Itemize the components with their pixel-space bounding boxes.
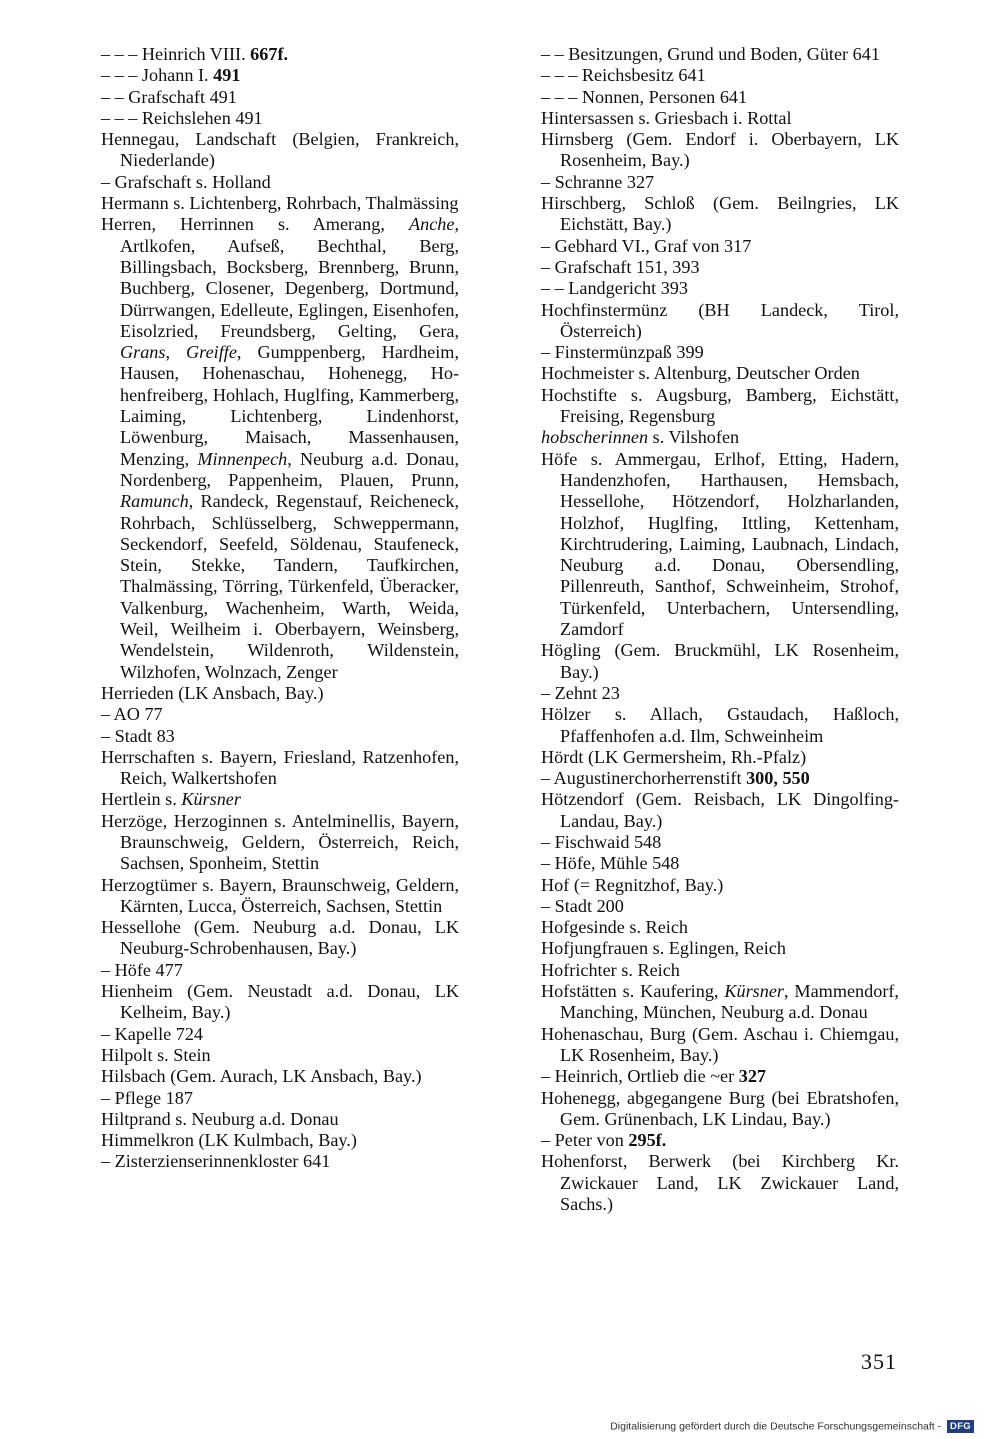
index-entry	[101, 193, 459, 214]
index-entry-text: Hof (= Regnitzhof, Bay.)	[541, 874, 724, 895]
index-entry-text: Himmelkron (LK Kulmbach, Bay.)	[101, 1130, 357, 1151]
index-entry-text: s. Vilshofen	[648, 427, 740, 448]
index-entry	[101, 108, 459, 129]
index-entry-text: Kürsner	[181, 789, 241, 810]
index-entry	[101, 811, 459, 875]
index-entry	[101, 981, 459, 1024]
index-entry	[541, 875, 899, 896]
index-entry-text: Hennegau, Landschaft (Belgien, Frankreich, Niederlande)	[101, 129, 459, 171]
index-entry-text: Hölzer s. Allach, Gstaudach, Haßloch, Pfaffenhofen a.d. Ilm, Schweinheim	[541, 704, 899, 746]
page-number: 351	[861, 1349, 897, 1374]
index-entry-text: Herren, Herrinnen s. Amerang,	[101, 214, 409, 235]
index-entry-text: 667f.	[250, 44, 289, 64]
digitization-footer	[610, 1420, 974, 1433]
index-entry	[101, 1109, 459, 1130]
index-entry-text: Hohenegg, abgegangene Burg (bei Ebratshofen, Gem. Grünenbach, LK Lindau, Bay.)	[541, 1087, 899, 1129]
index-entry-text: Ramunch	[120, 491, 189, 512]
index-entry	[101, 704, 459, 725]
index-entry	[541, 704, 899, 747]
index-entry-text: Hilpolt s. Stein	[101, 1044, 211, 1065]
index-entry	[541, 917, 899, 938]
index-entry-text: – Grafschaft s. Holland	[101, 171, 271, 192]
index-entry	[541, 385, 899, 428]
index-entry	[101, 1066, 459, 1087]
index-entry-text: Hochmeister s. Altenburg, Deutscher Orden	[541, 363, 860, 384]
index-entry	[101, 44, 459, 65]
dfg-logo-icon: DFG	[947, 1420, 974, 1433]
index-entry	[541, 108, 899, 129]
index-entry	[101, 1130, 459, 1151]
index-entry	[541, 427, 899, 448]
index-entry	[541, 129, 899, 172]
index-entry	[541, 172, 899, 193]
index-entry-text: Hofjungfrauen s. Eglingen, Reich	[541, 938, 786, 959]
index-entry-text: Anche	[409, 214, 455, 235]
index-entry-text: Hiltprand s. Neuburg a.d. Donau	[101, 1108, 339, 1129]
index-entry-text: , Artlkofen, Aufseß, Bechthal, Berg, Billingsbach, Bocksberg, Brennberg, Brunn, Buchberg, Closener, Degenberg, Dortmund, Dürrwangen, Edelleute, Eglingen, Eisenhofen, Eisolzried, Freundsberg, Gelting, Gera,	[120, 214, 459, 341]
index-entry	[101, 87, 459, 108]
index-entry-text: Hilsbach (Gem. Aurach, LK Ansbach, Bay.)	[101, 1066, 422, 1087]
index-entry	[101, 726, 459, 747]
index-entry-text: Hirnsberg (Gem. Endorf i. Oberbayern, LK Rosenheim, Bay.)	[541, 129, 899, 171]
index-entry-text: – AO 77	[101, 704, 163, 725]
index-entry	[101, 214, 459, 683]
index-entry-text: – – – Nonnen, Personen 641	[541, 86, 748, 107]
index-entry-text: – Zehnt 23	[541, 682, 620, 703]
index-entry-text: Kürsner	[724, 981, 784, 1002]
index-entry-text: – Kapelle 724	[101, 1023, 204, 1044]
index-column-left	[101, 44, 459, 1173]
index-entry-text: – Schranne 327	[541, 171, 655, 192]
index-entry-text: – Pflege 187	[101, 1087, 193, 1108]
index-entry-text: – Stadt 83	[101, 725, 175, 746]
index-entry-text: – – – Heinrich VIII.	[101, 44, 251, 64]
index-entry-text: – – Besitzungen, Grund und Boden, Güter 641	[541, 44, 880, 64]
index-entry-text: – Höfe 477	[101, 959, 183, 980]
index-entry-text: – – – Reichslehen 491	[101, 107, 263, 128]
index-entry-text: Hirschberg, Schloß (Gem. Beilngries, LK Eichstätt, Bay.)	[541, 193, 899, 235]
index-entry-text: Hofrichter s. Reich	[541, 959, 680, 980]
index-entry	[101, 747, 459, 790]
index-column-right	[541, 44, 899, 1215]
index-entry-text: – Zisterzienserinnenkloster 641	[101, 1151, 331, 1172]
index-entry	[541, 1130, 899, 1151]
index-entry	[541, 300, 899, 343]
index-entry-text: – Fischwaid 548	[541, 831, 662, 852]
index-entry-text: Hördt (LK Germersheim, Rh.-Pfalz)	[541, 746, 807, 767]
index-entry-text: Hochstifte s. Augsburg, Bamberg, Eichstätt, Freising, Regensburg	[541, 384, 899, 427]
index-entry-text: – – – Johann I.	[101, 65, 214, 86]
index-entry-text: Höfe s. Ammergau, Erlhof, Etting, Hadern, Handenzhofen, Harthausen, Hemsbach, Hessellohe, Hötzendorf, Holzharlanden, Holzhof, Huglfing, Ittling, Kettenham, Kirchtrudering, Laiming, Laubnach, Lindach, Neuburg a.d. Donau, Obersendling, Pillenreuth, Santhof, Schweinheim, Strohof, Türkenfeld, Unterbachern, Untersendling, Zamdorf	[541, 448, 899, 640]
index-entry-text: Minnenpech	[197, 448, 288, 469]
index-entry	[101, 65, 459, 86]
index-entry-text: , Neuburg a.d. Donau, Nordenberg, Pappenheim, Plauen, Prunn,	[120, 448, 459, 490]
index-entry	[101, 1024, 459, 1045]
footer-text: Digitalisierung gefördert durch die Deutsche Forschungsgemeinschaft -	[610, 1420, 942, 1433]
index-entry	[541, 960, 899, 981]
index-entry-text: , Gumppenberg, Hardheim, Hausen, Hohenaschau, Hohenegg, Hohenfreiberg, Hohlach, Huglfing, Kammerberg, Laiming, Lichtenberg, Lindenhorst, Löwenburg, Maisach, Massenhausen, Menzing,	[120, 342, 459, 469]
index-entry-text: – Finstermünzpaß 399	[541, 342, 704, 363]
index-entry-text: Hofstätten s. Kaufering,	[541, 981, 725, 1002]
index-entry-text: 300, 550	[746, 768, 810, 789]
index-entry-text: Hötzendorf (Gem. Reisbach, LK Dingolfing-Landau, Bay.)	[541, 789, 899, 831]
index-entry-text: Hochfinstermünz (BH Landeck, Tirol, Österreich)	[541, 299, 899, 341]
index-entry-text: – Gebhard VI., Graf von 317	[541, 235, 752, 256]
index-entry	[541, 747, 899, 768]
index-entry	[541, 257, 899, 278]
index-entry	[101, 1151, 459, 1172]
index-entry	[541, 768, 899, 789]
index-entry	[101, 917, 459, 960]
index-entry-text: ,	[165, 342, 187, 363]
index-entry-text: – Peter von	[541, 1130, 629, 1151]
index-entry-text: – Heinrich, Ortlieb die ~er	[541, 1066, 739, 1087]
index-entry	[541, 342, 899, 363]
index-entry	[541, 193, 899, 236]
index-entry	[541, 683, 899, 704]
index-entry	[101, 1088, 459, 1109]
index-entry-text: – Höfe, Mühle 548	[541, 853, 680, 874]
index-entry-text: Hohenforst, Berwerk (bei Kirchberg Kr. Zwickauer Land, LK Zwickauer Land, Sachs.)	[541, 1151, 899, 1215]
index-entry-text: – – Grafschaft 491	[101, 86, 237, 107]
index-entry	[541, 938, 899, 959]
index-entry-text: Herzogtümer s. Bayern, Braunschweig, Geldern, Kärnten, Lucca, Österreich, Sachsen, Stettin	[101, 874, 459, 916]
index-entry-text: – Stadt 200	[541, 895, 624, 916]
index-entry	[541, 1024, 899, 1067]
index-entry-text: 491	[213, 65, 241, 86]
index-entry-text: Grans	[120, 342, 166, 363]
index-entry-text: – Augustinerchorherrenstift	[541, 768, 747, 789]
index-entry-text: Hessellohe (Gem. Neuburg a.d. Donau, LK Neuburg-Schrobenhausen, Bay.)	[101, 917, 459, 959]
index-entry-text: , Mammendorf, Manching, München, Neuburg a.d. Donau	[560, 981, 899, 1023]
index-entry-text: Hohenaschau, Burg (Gem. Aschau i. Chiemgau, LK Rosenheim, Bay.)	[541, 1023, 899, 1065]
index-entry	[101, 1045, 459, 1066]
index-entry	[541, 1066, 899, 1087]
index-entry-text: hobscherinnen	[541, 427, 649, 448]
index-entry	[541, 449, 899, 641]
index-entry	[101, 683, 459, 704]
index-entry	[541, 87, 899, 108]
index-entry-text: – Grafschaft 151, 393	[541, 256, 700, 277]
index-entry-text: 295f.	[628, 1130, 667, 1151]
index-entry-text: Hintersassen s. Griesbach i. Rottal	[541, 107, 792, 128]
index-entry	[541, 896, 899, 917]
index-entry-text: Herrschaften s. Bayern, Friesland, Ratzenhofen, Reich, Walkertshofen	[101, 746, 459, 789]
index-entry-text: 327	[738, 1066, 766, 1087]
index-entry-text: – – – Reichsbesitz 641	[541, 65, 706, 86]
index-entry	[541, 789, 899, 832]
index-entry	[541, 981, 899, 1024]
index-entry	[541, 44, 899, 65]
index-entry	[101, 875, 459, 918]
index-entry-text: Hofgesinde s. Reich	[541, 917, 688, 938]
index-entry-text: , Randeck, Regenstauf, Reicheneck, Rohrbach, Schlüsselberg, Schweppermann, Seckendorf, Seefeld, Söldenau, Staufeneck, Stein, Stekke, Tandern, Taufkirchen, Thalmässing, Törring, Türkenfeld, Überacker, Valkenburg, Wachenheim, Warth, Weida, Weil, Weilheim i. Oberbayern, Weinsberg, Wendelstein, Wildenroth, Wildenstein, Wilzhofen, Wolnzach, Zenger	[120, 491, 459, 682]
index-entry-text: Greiffe	[186, 342, 237, 363]
index-entry	[541, 853, 899, 874]
index-entry	[541, 363, 899, 384]
index-entry	[541, 65, 899, 86]
index-entry	[541, 236, 899, 257]
index-entry-text: Herrieden (LK Ansbach, Bay.)	[101, 682, 324, 703]
index-entry-text: Hienheim (Gem. Neustadt a.d. Donau, LK Kelheim, Bay.)	[101, 981, 459, 1023]
index-entry	[541, 1088, 899, 1131]
index-entry	[101, 129, 459, 172]
index-entry	[101, 172, 459, 193]
index-entry-text: – – Landgericht 393	[541, 278, 688, 299]
index-entry-text: Herzöge, Herzoginnen s. Antelminellis, Bayern, Braunschweig, Geldern, Österreich, Reich, Sachsen, Sponheim, Stettin	[101, 810, 459, 874]
index-entry	[101, 789, 459, 810]
index-entry	[101, 960, 459, 981]
index-entry	[541, 640, 899, 683]
index-entry	[541, 832, 899, 853]
index-entry	[541, 1151, 899, 1215]
index-entry	[541, 278, 899, 299]
index-entry-text: Hertlein s.	[101, 789, 182, 810]
index-entry-text: Högling (Gem. Bruckmühl, LK Rosenheim, Bay.)	[541, 640, 899, 682]
index-entry-text: Hermann s. Lichtenberg, Rohrbach, Thalmässing	[101, 193, 459, 214]
